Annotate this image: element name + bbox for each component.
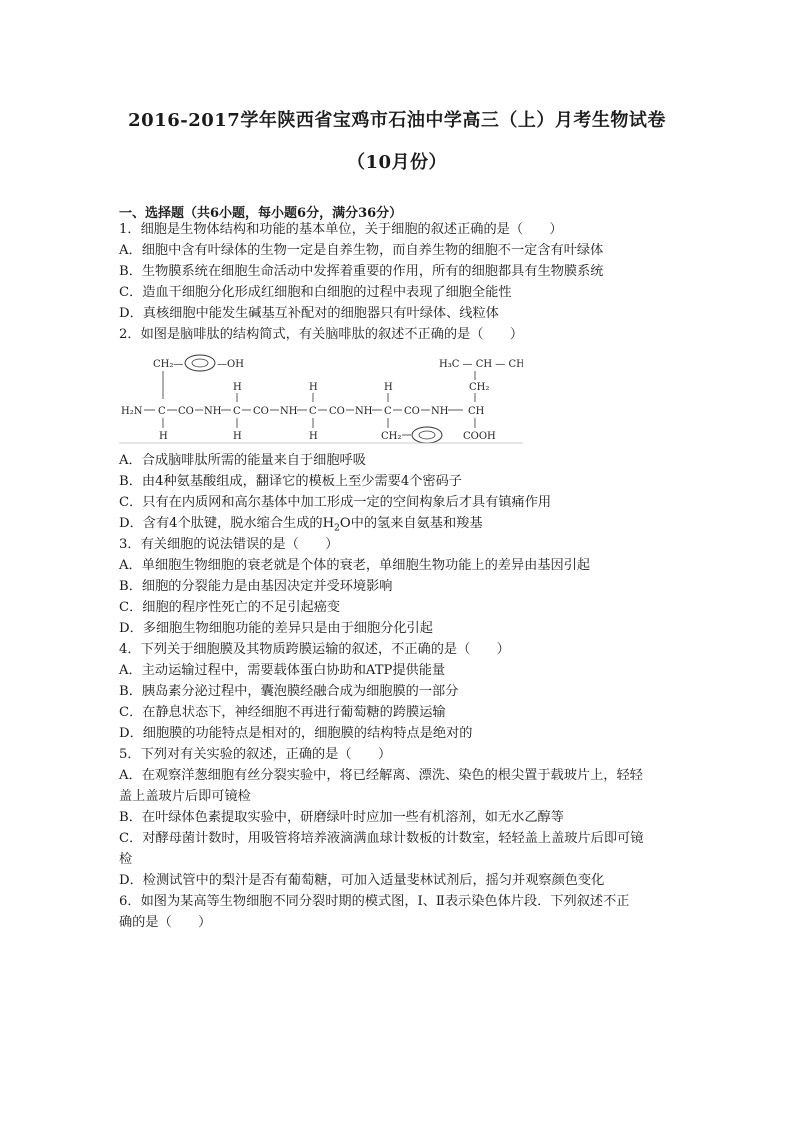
c-label-4: C — [384, 406, 392, 417]
document-subtitle: （10月份） — [346, 152, 448, 173]
q5-option-a-line2: 盖上盖玻片后即可镜检 — [119, 789, 251, 804]
h-label-5: H — [233, 431, 242, 442]
co-label-1: CO — [178, 406, 194, 417]
q5-option-b: B．在叶绿体色素提取实验中，研磨绿叶时应加一些有机溶剂，如无水乙醇等 — [119, 810, 564, 825]
q2-option-d-pre: D．含有4个肽键，脱水缩合生成的H — [119, 516, 335, 531]
leu-top-label: H₃C — CH — CH₃ — [439, 359, 523, 370]
q4-option-c: C．在静息状态下，神经细胞不再进行葡萄糖的跨膜运输 — [119, 705, 446, 720]
c-label-3: C — [309, 406, 317, 417]
phe-benzene-ring — [412, 427, 442, 443]
tyr-oh-label: —OH — [217, 359, 244, 370]
q3-option-c: C．细胞的程序性死亡的不足引起癌变 — [119, 600, 341, 615]
q2-stem: 2．如图是脑啡肽的结构简式，有关脑啡肽的叙述不正确的是（ ） — [119, 327, 524, 342]
ch-label: CH — [468, 406, 485, 417]
structure-diagram — [119, 352, 523, 444]
section-header: 一、选择题（共6小题，每小题6分，满分36分） — [119, 206, 403, 221]
c-label-2: C — [233, 406, 241, 417]
q2-option-d-sub: 2 — [334, 523, 340, 534]
h-label-3: H — [384, 382, 393, 393]
q3-stem: 3．有关细胞的说法错误的是（ ） — [119, 537, 339, 552]
q1-option-b: B．生物膜系统在细胞生命活动中发挥着重要的作用，所有的细胞都具有生物膜系统 — [119, 264, 604, 279]
nh-label-3: NH — [355, 406, 373, 417]
h-label-1: H — [233, 382, 242, 393]
q5-option-a-line1: A．在观察洋葱细胞有丝分裂实验中，将已经解离、漂洗、染色的根尖置于载玻片上，轻轻 — [119, 768, 643, 783]
q3-option-b: B．细胞的分裂能力是由基因决定并受环境影响 — [119, 579, 393, 594]
q5-option-d: D．检测试管中的梨汁是否有葡萄糖，可加入适量斐林试剂后，摇匀并观察颜色变化 — [119, 873, 605, 888]
tyr-benzene-ring — [185, 355, 215, 371]
h-label-4: H — [159, 431, 168, 442]
q3-option-d: D．多细胞生物细胞功能的差异只是由于细胞分化引起 — [119, 621, 433, 636]
q3-option-a: A．单细胞生物细胞的衰老就是个体的衰老，单细胞生物功能上的差异由基因引起 — [119, 558, 591, 573]
cooh-label: COOH — [463, 431, 496, 442]
q5-option-c-line2: 检 — [119, 852, 133, 867]
nh-label-1: NH — [204, 406, 222, 417]
h-label-2: H — [309, 382, 318, 393]
co-label-4: CO — [404, 406, 420, 417]
q6-stem-line1: 6．如图为某高等生物细胞不同分裂时期的模式图，Ⅰ、Ⅱ表示染色体片段．下列叙述不正 — [119, 894, 630, 909]
co-label-3: CO — [329, 406, 345, 417]
nh-label-2: NH — [280, 406, 298, 417]
co-label-2: CO — [253, 406, 269, 417]
enkephalin-structure-figure — [119, 352, 523, 444]
q2-option-a: A．合成脑啡肽所需的能量来自于细胞呼吸 — [119, 453, 366, 468]
q1-option-c: C．造血干细胞分化形成红细胞和白细胞的过程中表现了细胞全能性 — [119, 285, 512, 300]
q2-option-b: B．由4种氨基酸组成，翻译它的模板上至少需要4个密码子 — [119, 474, 462, 489]
q1-option-d: D．真核细胞中能发生碱基互补配对的细胞器只有叶绿体、线粒体 — [119, 306, 499, 321]
q2-option-d — [119, 516, 483, 532]
q1-stem: 1．细胞是生物体结构和功能的基本单位，关于细胞的叙述正确的是（ ） — [119, 222, 563, 237]
q4-option-d: D．细胞膜的功能特点是相对的，细胞膜的结构特点是绝对的 — [119, 726, 473, 741]
q5-option-c-line1: C．对酵母菌计数时，用吸管将培养液滴满血球计数板的计数室，轻轻盖上盖玻片后即可镜 — [119, 831, 644, 846]
q5-stem: 5．下列对有关实验的叙述，正确的是（ ） — [119, 747, 392, 762]
h-label-6: H — [309, 431, 318, 442]
document-title: 2016-2017学年陕西省宝鸡市石油中学高三（上）月考生物试卷 — [128, 110, 666, 131]
phe-ch2-label: CH₂ — [381, 431, 402, 442]
q4-option-b: B．胰岛素分泌过程中，囊泡膜经融合成为细胞膜的一部分 — [119, 684, 459, 699]
nh-label-4: NH — [431, 406, 449, 417]
q2-option-d-post: O中的氢来自氨基和羧基 — [339, 516, 483, 531]
q1-option-a: A．细胞中含有叶绿体的生物一定是自养生物，而自养生物的细胞不一定含有叶绿体 — [119, 243, 604, 258]
q4-option-a: A．主动运输过程中，需要载体蛋白协助和ATP提供能量 — [119, 663, 446, 678]
tyr-ch2-label: CH₂— — [153, 359, 184, 370]
c-label-1: C — [158, 406, 166, 417]
q2-option-c: C．只有在内质网和高尔基体中加工形成一定的空间构象后才具有镇痛作用 — [119, 495, 552, 510]
q6-stem-line2: 确的是（ ） — [119, 915, 212, 930]
q4-stem: 4．下列关于细胞膜及其物质跨膜运输的叙述，不正确的是（ ） — [119, 642, 510, 657]
h2n-label: H₂N — [121, 406, 143, 417]
leu-ch2-label: CH₂ — [469, 382, 490, 393]
